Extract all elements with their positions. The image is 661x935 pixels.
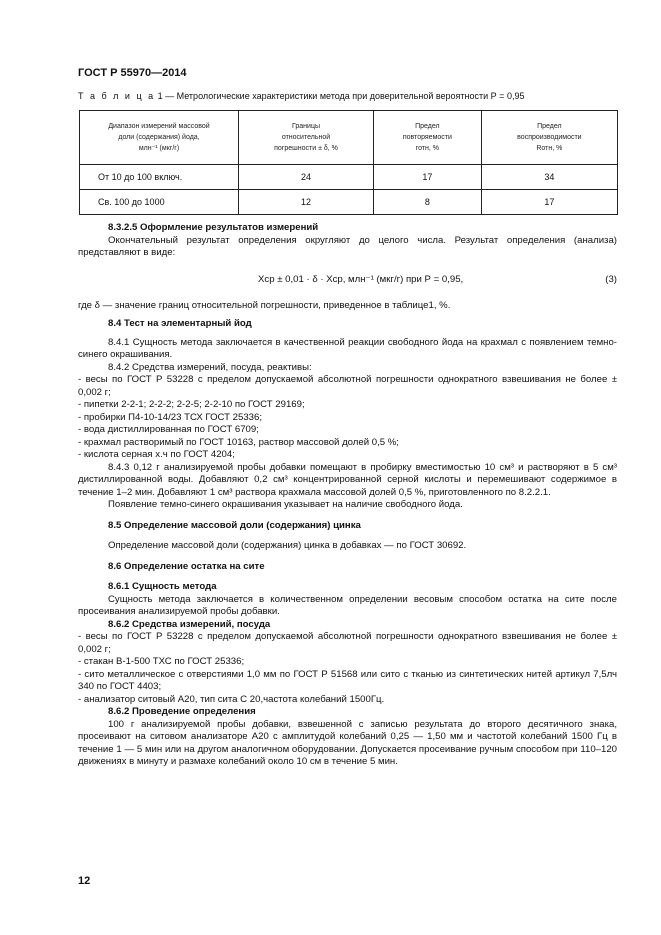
col-header-range: Диапазон измерений массовой доли (содержания) йода, млн⁻¹ (мкг/г) bbox=[80, 111, 239, 165]
list-item: - вода дистиллированная по ГОСТ 6709; bbox=[78, 424, 259, 435]
formula-3 bbox=[78, 274, 617, 292]
paragraph: 8.4.3 0,12 г анализируемой пробы добавки помещают в пробирку вместимостью 10 см³ и растворяют в 5 см³ дистиллированной воды. Добавляют 0,2 см³ концентрированной серной кислоты и перемешивают содержимое в течение 1–2 мин. Добавляют 1 см³ раствора крахмала массовой долей 0,5 %, приготовленного по 8.2.2.1. bbox=[78, 461, 617, 498]
table-row bbox=[80, 165, 618, 190]
list-item: - стакан В-1-500 ТХС по ГОСТ 25336; bbox=[78, 656, 245, 667]
formula-number: (3) bbox=[605, 273, 617, 285]
section-heading: 8.3.2.5 Оформление результатов измерений bbox=[108, 222, 319, 233]
cell-range: Св. 100 до 1000 bbox=[80, 190, 239, 215]
cell-reproducibility: 17 bbox=[481, 190, 617, 215]
paragraph: 100 г анализируемой пробы добавки, взвешенной с записью результата до второго десятичного знака, просеивают на ситовом анализаторе А20 с амплитудой колебаний 0,25 — 1,50 мм и частотой колебаний 1500 Гц в течение 1 — 5 мин или на другом аналогичном оборудовании. Допускается просеивание ручным способом при 110–120 движениях в минуту и размахе колебаний около 10 см в течение 5 мин. bbox=[78, 718, 617, 767]
list-item: - весы по ГОСТ Р 53228 с пределом допускаемой абсолютной погрешности однократного взвешивания не более ± 0,002 г; bbox=[78, 374, 617, 398]
subsection-heading: 8.6.2 Средства измерений, посуда bbox=[108, 618, 271, 630]
paragraph: Сущность метода заключается в количественном определении весовым способом остатка на сите после просеивания анализируемой пробы добавки. bbox=[78, 593, 617, 617]
list-item: - сито металлическое с отверстиями 1,0 мм по ГОСТ Р 51568 или сито с тканью из синтетических нитей артикул 7,5лч 340 по ГОСТ 4403; bbox=[78, 668, 617, 692]
list-item: - пипетки 2-2-1; 2-2-2; 2-2-5; 2-2-10 по ГОСТ 29169; bbox=[78, 399, 305, 410]
col-header-delta: Границы относительной погрешности ± δ, % bbox=[239, 111, 374, 165]
paragraph: Определение массовой доли (содержания) цинка в добавках — по ГОСТ 30692. bbox=[108, 540, 467, 551]
formula-expression: Xср ± 0,01 · δ · Xср, млн⁻¹ (мкг/г) при Р = 0,95, bbox=[258, 273, 464, 285]
paragraph: Окончательный результат определения округляют до целого числа. Результат определения (анализа) представляют в виде: bbox=[78, 234, 617, 258]
cell-delta: 24 bbox=[239, 165, 374, 190]
document-body bbox=[78, 222, 617, 769]
list-item: - весы по ГОСТ Р 53228 с пределом допускаемой абсолютной погрешности однократного взвешивания не более ± 0,002 г; bbox=[78, 631, 617, 655]
metrology-table bbox=[79, 110, 618, 215]
page-number: 12 bbox=[78, 875, 91, 887]
cell-reproducibility: 34 bbox=[481, 165, 617, 190]
cell-repeatability: 17 bbox=[373, 165, 481, 190]
list-item: - пробирки П4-10-14/23 ТСХ ГОСТ 25336; bbox=[78, 411, 263, 423]
table-row bbox=[80, 190, 618, 215]
col-header-repeatability: Предел повторяемости rотн, % bbox=[373, 111, 481, 165]
paragraph: 8.4.2 Средства измерений, посуда, реактивы: bbox=[108, 361, 312, 373]
section-heading: 8.5 Определение массовой доли (содержания) цинка bbox=[108, 519, 361, 531]
col-header-reproducibility: Предел воспроизводимости Rотн, % bbox=[481, 111, 617, 165]
paragraph: 8.4.1 Сущность метода заключается в качественной реакции свободного йода на крахмал с появлением темно-синего окрашивания. bbox=[78, 336, 617, 360]
list-item: - анализатор ситовый А20, тип сита С 20,частота колебаний 1500Гц. bbox=[78, 693, 385, 705]
paragraph: где δ — значение границ относительной погрешности, приведенное в таблице1, %. bbox=[78, 299, 451, 311]
cell-range: От 10 до 100 включ. bbox=[80, 165, 239, 190]
section-heading: 8.6 Определение остатка на сите bbox=[108, 560, 265, 572]
paragraph: Появление темно-синего окрашивания указывает на наличие свободного йода. bbox=[108, 499, 463, 510]
cell-repeatability: 8 bbox=[373, 190, 481, 215]
cell-delta: 12 bbox=[239, 190, 374, 215]
table-header-row bbox=[80, 111, 618, 165]
table-caption bbox=[78, 91, 618, 101]
subsection-heading: 8.6.2 Проведение определения bbox=[108, 706, 256, 717]
subsection-heading: 8.6.1 Сущность метода bbox=[108, 581, 217, 592]
list-item: - крахмал растворимый по ГОСТ 10163, раствор массовой долей 0,5 %; bbox=[78, 436, 399, 448]
doc-header: ГОСТ Р 55970—2014 bbox=[78, 67, 187, 79]
section-heading: 8.4 Тест на элементарный йод bbox=[108, 318, 252, 329]
table-caption-text: 1 — Метрологические характеристики метода при доверительной вероятности Р = 0,95 bbox=[157, 91, 525, 101]
table-caption-label: Т а б л и ц а bbox=[78, 91, 156, 101]
list-item: - кислота серная х.ч по ГОСТ 4204; bbox=[78, 449, 235, 460]
